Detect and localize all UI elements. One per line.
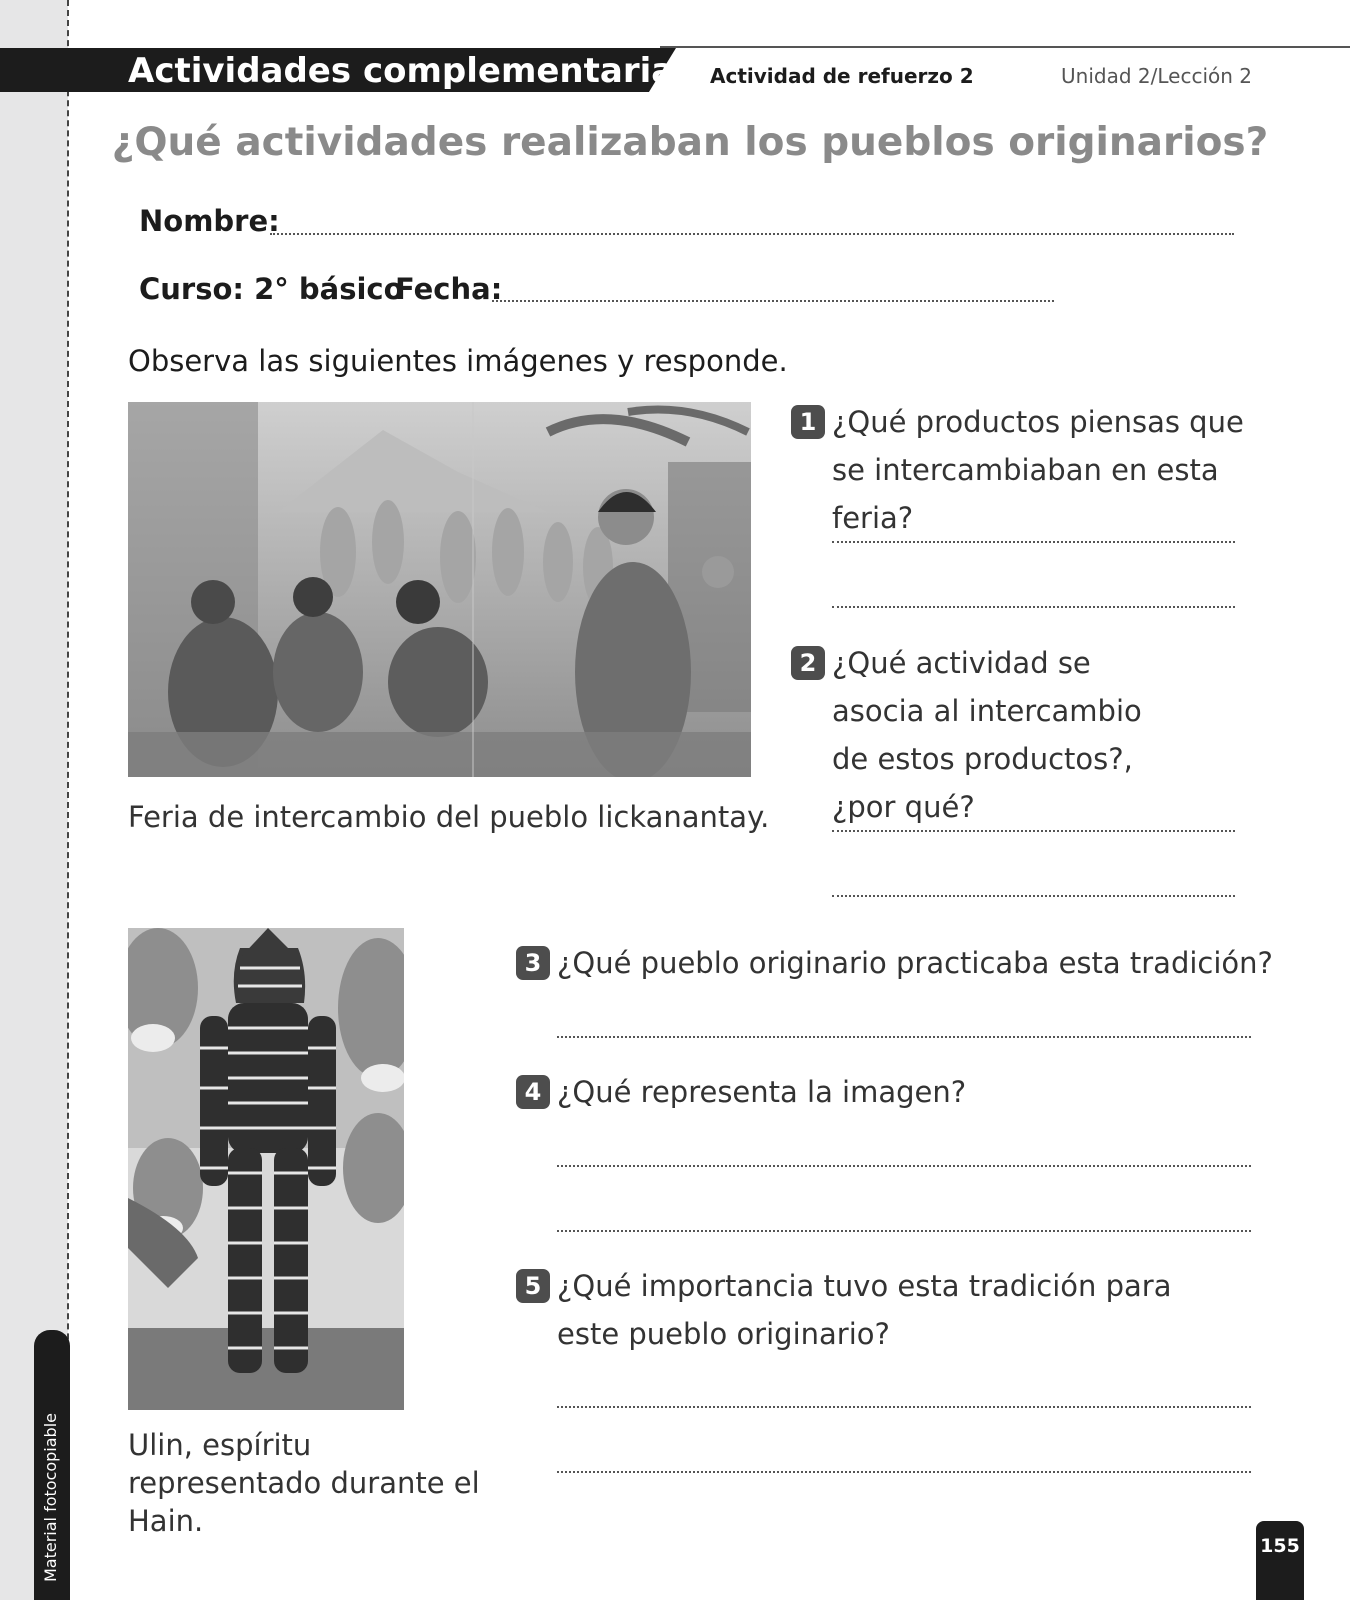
ulin-image — [128, 928, 404, 1410]
question-5-number: 5 — [516, 1269, 550, 1303]
date-label: Fecha: — [395, 272, 503, 306]
activity-label: Actividad de refuerzo 2 — [710, 64, 974, 88]
question-1-number: 1 — [791, 405, 825, 439]
name-field[interactable] — [270, 233, 1234, 235]
answer-line[interactable] — [557, 1406, 1251, 1408]
date-field[interactable] — [492, 300, 1054, 302]
question-1-text: ¿Qué productos piensas que se intercambiaban en esta feria? — [832, 405, 1244, 535]
answer-line[interactable] — [557, 1036, 1251, 1038]
feria-caption: Feria de intercambio del pueblo lickanantay. — [128, 800, 770, 834]
page-number: 155 — [1260, 1535, 1300, 1557]
page-number-tab — [1256, 1521, 1304, 1600]
answer-line[interactable] — [557, 1165, 1251, 1167]
question-4-text: ¿Qué representa la imagen? — [557, 1075, 967, 1109]
side-label: Material fotocopiable — [41, 1412, 60, 1582]
instruction: Observa las siguientes imágenes y responde. — [128, 344, 788, 378]
course-label: Curso: 2° básico — [139, 272, 404, 306]
question-4-number: 4 — [516, 1075, 550, 1109]
answer-line[interactable] — [557, 1230, 1251, 1232]
side-tab — [34, 1330, 70, 1600]
question-3-number: 3 — [516, 946, 550, 980]
question-3-text: ¿Qué pueblo originario practicaba esta tradición? — [557, 946, 1273, 980]
unit-label: Unidad 2/Lección 2 — [1061, 64, 1252, 88]
name-label: Nombre: — [139, 204, 280, 238]
answer-line[interactable] — [832, 895, 1235, 897]
question-2-number: 2 — [791, 646, 825, 680]
question-5-text: ¿Qué importancia tuvo esta tradición para este pueblo originario? — [557, 1269, 1172, 1351]
question-2-text: ¿Qué actividad se asocia al intercambio de estos productos?, ¿por qué? — [832, 646, 1142, 824]
page-title: ¿Qué actividades realizaban los pueblos originarios? — [111, 120, 1269, 165]
answer-line[interactable] — [832, 541, 1235, 543]
feria-image — [128, 402, 751, 777]
answer-line[interactable] — [832, 830, 1235, 832]
section-title: Actividades complementarias — [128, 51, 695, 91]
answer-line[interactable] — [557, 1471, 1251, 1473]
header-rule — [660, 46, 1350, 48]
answer-line[interactable] — [832, 606, 1235, 608]
ulin-caption: Ulin, espíritu representado durante el Hain. — [128, 1428, 480, 1538]
